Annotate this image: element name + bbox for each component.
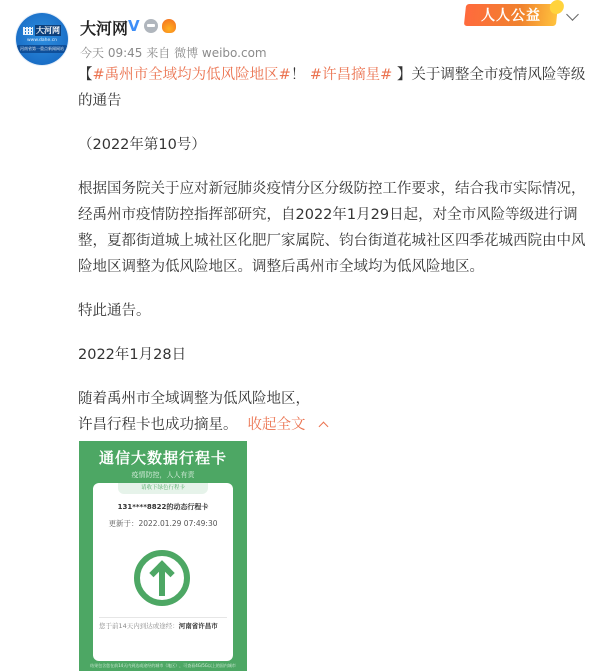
notice-date: 2022年1月28日 bbox=[78, 347, 187, 363]
card-route bbox=[99, 621, 227, 631]
title-text: 关于调整全市疫情风险等级的通告 bbox=[78, 67, 586, 109]
green-arrow-up-icon bbox=[134, 550, 190, 606]
post-content bbox=[78, 62, 588, 438]
charity-badge[interactable] bbox=[464, 4, 558, 26]
card-updated: 更新于：2022.01.29 07:49:30 bbox=[108, 519, 218, 528]
route-prefix: 您于前14天内到达或途经： bbox=[99, 622, 179, 630]
hashtag-yuzhou[interactable]: #禹州市全域均为低风险地区# bbox=[92, 67, 291, 83]
card-tab-label: 请收下绿色行程卡 bbox=[118, 483, 208, 494]
post-time[interactable]: 今天 09:45 bbox=[80, 46, 143, 60]
avatar[interactable] bbox=[16, 13, 68, 65]
closing-text: 特此通告。 bbox=[78, 303, 151, 319]
avatar-logo bbox=[23, 25, 61, 36]
author-name[interactable]: 大河网 bbox=[80, 19, 129, 38]
verified-v-icon: V bbox=[128, 17, 140, 35]
avatar-logo-text: 大河网 bbox=[36, 26, 60, 35]
author-badges bbox=[128, 18, 176, 34]
card-divider bbox=[99, 617, 227, 618]
body-paragraph: 根据国务院关于应对新冠肺炎疫情分区分级防控工作要求，结合我市实际情况，经禹州市疫情防控指挥部研究，自2022年1月29日起，对全市风险等级进行调整，夏都街道城上城社区化肥厂家属院、钧台街道花城社区四季花城西院由中风险地区调整为低风险地区。调整后禹州市全域均为低风险地区。 bbox=[78, 181, 586, 275]
card-subtitle: 疫情防控，人人有责 bbox=[131, 471, 195, 479]
bracket-close: 】 bbox=[392, 67, 412, 83]
chevron-down-icon[interactable] bbox=[566, 8, 579, 21]
robot-icon bbox=[144, 19, 158, 33]
follow-line-1: 随着禹州市全域调整为低风险地区， bbox=[78, 391, 310, 407]
follow-line-2 bbox=[78, 412, 588, 438]
chevron-up-icon[interactable] bbox=[318, 422, 328, 432]
card-footnote: 结果包含您在前14天内到达或途经的城市（地区），可查看4G/5G以上的国内城市 bbox=[90, 663, 236, 668]
charity-badge-label: 人人公益 bbox=[481, 8, 541, 24]
flame-icon bbox=[162, 19, 176, 33]
itinerary-card-image[interactable] bbox=[79, 441, 247, 671]
avatar-slogan: 河南省第一重点新闻网站 bbox=[17, 45, 67, 53]
card-phone: 131****8822的动态行程卡 bbox=[117, 503, 209, 511]
avatar-url: www.dahe.cn bbox=[26, 38, 58, 43]
card-panel bbox=[93, 483, 233, 661]
post-meta bbox=[80, 44, 267, 61]
logo-grid-icon bbox=[23, 27, 33, 35]
collapse-button[interactable]: 收起全文 bbox=[247, 417, 306, 433]
doc-number: （2022年第10号） bbox=[78, 137, 206, 153]
bracket-open: 【 bbox=[78, 67, 93, 83]
exclaim: ！ bbox=[290, 67, 306, 83]
card-title: 通信大数据行程卡 bbox=[98, 449, 227, 467]
follow-line-2-text: 许昌行程卡也成功摘星。 bbox=[78, 417, 238, 433]
sun-icon bbox=[549, 0, 564, 14]
hashtag-xuchang[interactable]: #许昌摘星# bbox=[309, 67, 393, 83]
post-source: 微博 weibo.com bbox=[174, 46, 267, 60]
source-prefix: 来自 bbox=[146, 46, 171, 60]
route-value: 河南省许昌市 bbox=[178, 622, 218, 630]
post-title bbox=[78, 62, 588, 114]
